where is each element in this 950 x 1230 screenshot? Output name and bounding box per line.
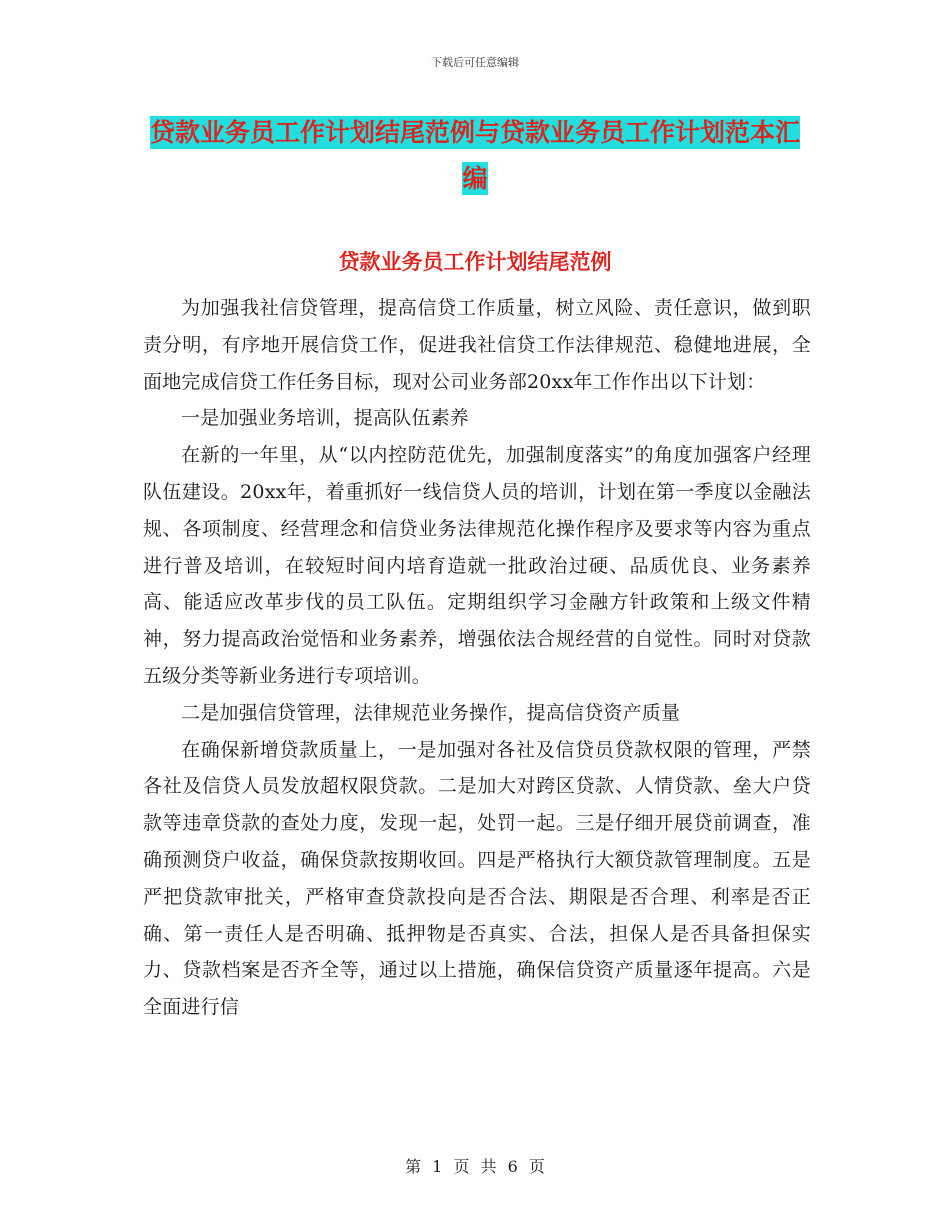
paragraph-credit-management: 在确保新增贷款质量上，一是加强对各社及信贷员贷款权限的管理，严禁各社及信贷人员发放超权限贷款。二是加大对跨区贷款、人情贷款、垒大户贷款等违章贷款的查处力度，发现一起，处罚一起。三是仔细开展贷前调查，准确预测贷户收益，确保贷款按期收回。四是严格执行大额贷款管理制度。五是严把贷款审批关，严格审查贷款投向是否合法、期限是否合理、利率是否正确、第一责任人是否明确、抵押物是否真实、合法，担保人是否具备担保实力、贷款档案是否齐全等，通过以上措施，确保信贷资产质量逐年提高。六是全面进行信: [143, 738, 811, 1019]
page-header-note: 下载后可任意编辑: [431, 56, 519, 69]
document-title: [140, 110, 810, 202]
paragraph-intro: 为加强我社信贷管理，提高信贷工作质量，树立风险、责任意识，做到职责分明，有序地开展信贷工作，促进我社信贷工作法律规范、稳健地进展，全面地完成信贷工作任务目标，现对公司业务部20xx年工作作出以下计划：: [143, 297, 811, 393]
document-title-text: 贷款业务员工作计划结尾范例与贷款业务员工作计划范本汇编: [149, 118, 800, 193]
paragraph-training: 在新的一年里，从“以内控防范优先，加强制度落实”的角度加强客户经理队伍建设。20xx年，着重抓好一线信贷人员的培训，计划在第一季度以金融法规、各项制度、经营理念和信贷业务法律规范化操作程序及要求等内容为重点进行普及培训，在较短时间内培育造就一批政治过硬、品质优良、业务素养高、能适应改革步伐的员工队伍。定期组织学习金融方针政策和上级文件精神，努力提高政治觉悟和业务素养，增强依法合规经营的自觉性。同时对贷款五级分类等新业务进行专项培训。: [143, 444, 811, 687]
paragraph-heading-1: 一是加强业务培训，提高队伍素养: [181, 407, 470, 430]
document-body: [143, 290, 811, 1026]
section-title: 贷款业务员工作计划结尾范例: [338, 250, 612, 274]
page-number: 第 1 页 共 6 页: [405, 1157, 545, 1176]
paragraph-heading-2: 二是加强信贷管理，法律规范业务操作，提高信贷资产质量: [181, 701, 681, 724]
